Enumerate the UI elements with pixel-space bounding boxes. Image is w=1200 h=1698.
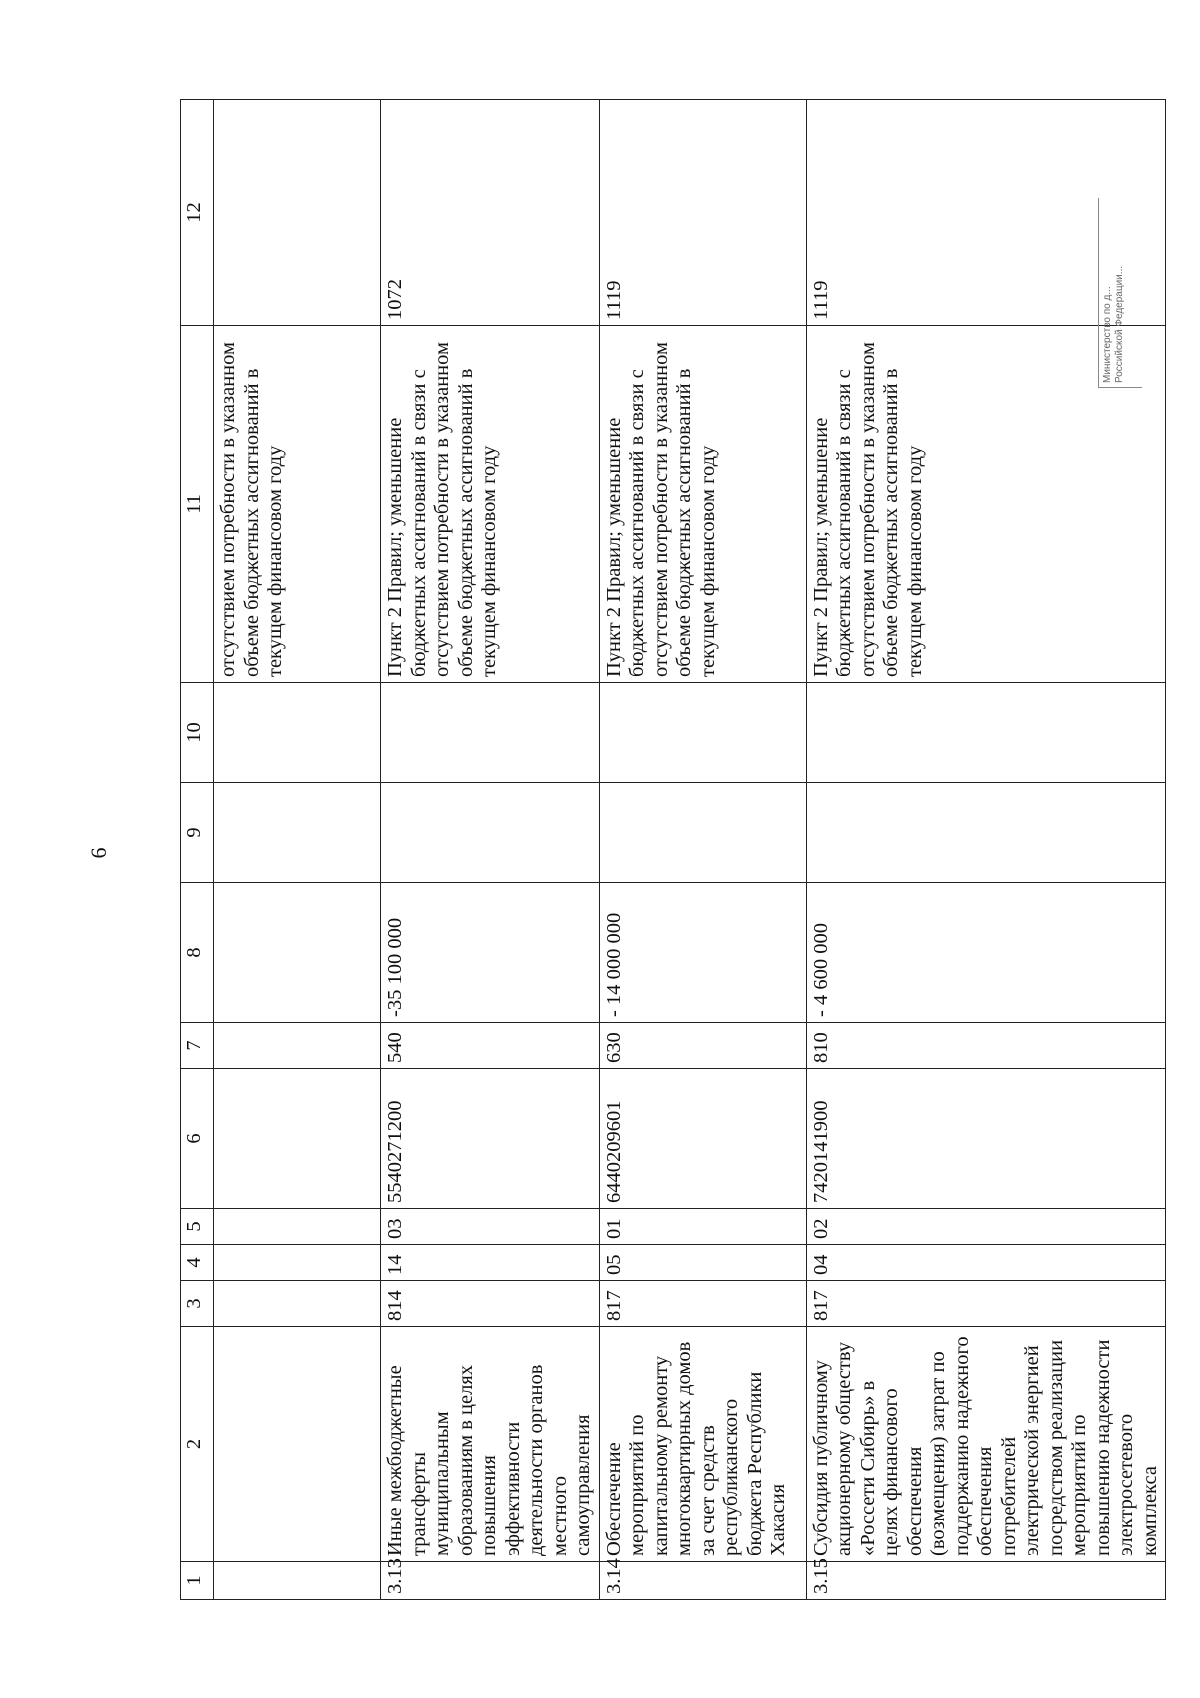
row-number: 3.14 — [599, 1562, 806, 1600]
page-number: 6 — [86, 847, 111, 859]
stamp-bracket — [1098, 198, 1142, 388]
continuation-row — [214, 100, 381, 1600]
cell — [214, 683, 381, 783]
row-name: Субсидия публичному акционерному обществу «Россети Сибирь» в целях финансового обеспечения (возмещения) затрат по поддержанию надежного обеспечения потребителей электрической энергией посредством реализации мероприятий по повышению надежности электросетевого комплекса — [806, 1327, 1166, 1562]
cell-col12: 1072 — [381, 100, 600, 326]
cell-col10 — [806, 683, 1166, 783]
cell-col8: - 14 000 000 — [599, 883, 806, 1023]
cell — [214, 1069, 381, 1209]
header-cell: 6 — [181, 1069, 214, 1209]
cell-col5: 02 — [806, 1209, 1166, 1245]
cell-col6: 7420141900 — [806, 1069, 1166, 1209]
cell-col5: 01 — [599, 1209, 806, 1245]
cell-col3: 817 — [599, 1281, 806, 1327]
cell — [214, 1245, 381, 1281]
cell-col6: 6440209601 — [599, 1069, 806, 1209]
row-name: Иные межбюджетные трансферты муниципальным образованиям в целях повышения эффективности деятельности органов местного самоуправления — [381, 1327, 600, 1562]
cell-col7: 810 — [806, 1023, 1166, 1069]
table-row — [381, 100, 600, 1600]
cell-col11: Пункт 2 Правил; уменьшение бюджетных ассигнований в связи с отсутствием потребности в указанном объеме бюджетных ассигнований в текущем финансовом году — [599, 326, 806, 683]
cell — [214, 100, 381, 326]
cell-col7: 630 — [599, 1023, 806, 1069]
header-cell: 3 — [181, 1281, 214, 1327]
cell-col9 — [381, 783, 600, 883]
cell-col4: 14 — [381, 1245, 600, 1281]
header-cell: 10 — [181, 683, 214, 783]
cell-col12: 1119 — [806, 100, 1166, 326]
cell — [214, 1562, 381, 1600]
row-name: Обеспечение мероприятий по капитальному ремонту многоквартирных домов за счет средств республиканского бюджета Республики Хакасия — [599, 1327, 806, 1562]
cell-col8: -35 100 000 — [381, 883, 600, 1023]
cell — [214, 883, 381, 1023]
row-number: 3.13 — [381, 1562, 600, 1600]
table-row — [599, 100, 806, 1600]
stamp-text — [1098, 198, 1193, 388]
budget-table — [180, 99, 1166, 1600]
cell-col8: - 4 600 000 — [806, 883, 1166, 1023]
cell — [214, 1023, 381, 1069]
cell — [214, 783, 381, 883]
cell-col10 — [381, 683, 600, 783]
row-number: 3.15 — [806, 1562, 1166, 1600]
cell-col3: 814 — [381, 1281, 600, 1327]
cell-col11: Пункт 2 Правил; уменьшение бюджетных ассигнований в связи с отсутствием потребности в указанном объеме бюджетных ассигнований в текущем финансовом году — [381, 326, 600, 683]
cell — [214, 1209, 381, 1245]
stamp-line-1: Министерство по д... — [1102, 286, 1113, 383]
cell-col11: Пункт 2 Правил; уменьшение бюджетных ассигнований в связи с отсутствием потребности в указанном объеме бюджетных ассигнований в текущем финансовом году — [806, 326, 1166, 683]
header-cell: 2 — [181, 1327, 214, 1562]
header-cell: 11 — [181, 326, 214, 683]
cell-col3: 817 — [806, 1281, 1166, 1327]
cell — [214, 1281, 381, 1327]
cell-col6: 5540271200 — [381, 1069, 600, 1209]
cell-col4: 04 — [806, 1245, 1166, 1281]
cell-col4: 05 — [599, 1245, 806, 1281]
cell-col5: 03 — [381, 1209, 600, 1245]
cell-col7: 540 — [381, 1023, 600, 1069]
ministry-stamp — [1098, 198, 1193, 388]
cell — [214, 1327, 381, 1562]
header-cell: 9 — [181, 783, 214, 883]
cell-col12: 1119 — [599, 100, 806, 326]
header-row — [181, 100, 214, 1600]
cell-col10 — [599, 683, 806, 783]
header-cell: 8 — [181, 883, 214, 1023]
continuation-text: отсутствием потребности в указанном объеме бюджетных ассигнований в текущем финансовом году — [214, 326, 381, 683]
header-cell: 1 — [181, 1562, 214, 1600]
cell-col9 — [599, 783, 806, 883]
stamp-line-2: Российской Федерации... — [1114, 265, 1125, 383]
header-cell: 4 — [181, 1245, 214, 1281]
cell-col9 — [806, 783, 1166, 883]
header-cell: 5 — [181, 1209, 214, 1245]
header-cell: 7 — [181, 1023, 214, 1069]
header-cell: 12 — [181, 100, 214, 326]
